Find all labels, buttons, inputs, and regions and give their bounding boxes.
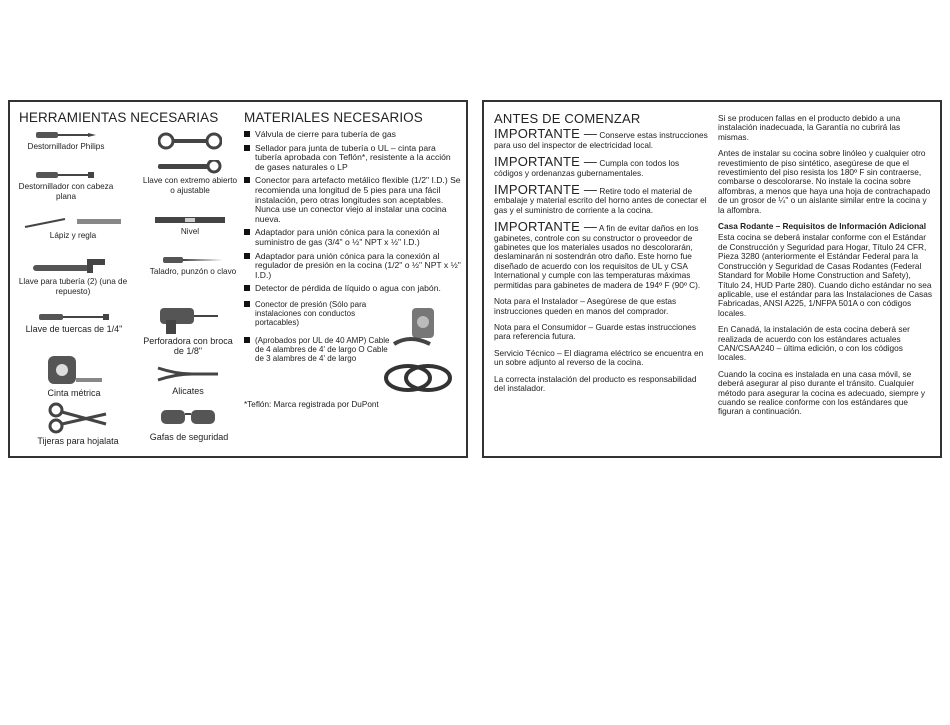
tools-heading: HERRAMIENTAS NECESARIAS [19, 110, 219, 125]
before-heading: ANTES DE COMENZAR [494, 111, 641, 126]
pencil-ruler-icon [23, 215, 123, 229]
tool-label: Nivel [180, 227, 200, 236]
mobile-home-heading: Casa Rodante – Requisitos de Información Adicional [718, 221, 927, 232]
list-item: Adaptador para unión cónica para la conexión al suministro de gas (3/4" o ½" NPT x ½" I.D.) [244, 228, 462, 247]
tool-label: Tijeras para hojalata [37, 436, 119, 446]
tool-awl [148, 255, 238, 277]
tool-label: Alicates [172, 386, 204, 396]
tool-label: Taladro, punzón o clavo [149, 267, 237, 276]
note-installer: Nota para el Instalador – Asegúrese de que estas instrucciones queden en manos del comprador. [494, 296, 677, 316]
tool-tape-measure [16, 354, 132, 398]
list-item: (Aprobados por UL de 40 AMP) Cable de 4 alambres de 4' de largo O Cable de 3 alambres de 4' de largo [244, 336, 395, 364]
list-item: Conector de presión (Sólo para instalaciones con conductos portacables) [244, 300, 395, 328]
tool-label: Destornillador Philips [27, 142, 105, 151]
before-starting-column [494, 111, 708, 400]
safety-glasses-icon [157, 404, 221, 430]
power-cord-icon [382, 358, 458, 398]
mobile-home-text: Esta cocina se deberá instalar conforme con el Estándar de Construcción y Seguridad para Hogar, Título 24 CFR, Pieza 3280 (anteriormente el Estándar Federal para la Construcción y Seguridad de Casas Rodantes (Federal Standard for Mobile Home Construction and Safety), Título 24, HUD Parte 280). Cuando dicho estándar no sea aplicable, use el estándar para las Instalaciones de Casas Fabricadas, ANSI A225, 1/NFPA 501A o con códigos locales. [718, 232, 933, 318]
adjustable-wrench-icon [158, 160, 222, 174]
tape-measure-icon [44, 354, 104, 386]
service-note: Servicio Técnico – El diagrama eléctrico se encuentra en un sobre adjunto al reverso de la cocina. [494, 347, 704, 368]
before-starting-panel [482, 100, 942, 458]
responsibility-note: La correcta instalación del producto es responsabilidad del instalador. [494, 373, 697, 393]
wrench-icon [158, 130, 222, 152]
tool-pliers [138, 364, 238, 396]
pipe-wrench-icon [33, 255, 113, 275]
drill-icon [156, 298, 220, 334]
tool-level [140, 215, 240, 237]
flooring-note: Antes de instalar su cocina sobre linóleo y cualquier otro revestimiento de piso sintético, asegúrese de que el revestimiento del piso resista los 180º F sin contraerse, combarse o descolorarse. No instale la cocina sobre alfombras, a menos que haya una hoja de contrachapado de un grosor de ¼" o un aislante similar entre la cocina y la alfombra. [718, 148, 931, 215]
pressure-connector-icon [390, 304, 452, 352]
list-item: Adaptador para unión cónica para la conexión al regulador de presión en la cocina (1/2" o ½" NPT x ½" I.D.) [244, 252, 462, 281]
tool-pencil-ruler [18, 215, 128, 241]
tool-label: Gafas de seguridad [149, 432, 229, 442]
tool-label: Perforadora con broca de 1/8" [143, 336, 233, 356]
tool-label: Cinta métrica [47, 388, 101, 398]
tool-flat-screwdriver [18, 170, 114, 202]
list-item: Detector de pérdida de líquido o agua con jabón. [244, 284, 462, 294]
pliers-icon [156, 364, 220, 384]
tool-label: Lápiz y regla [49, 231, 97, 240]
tool-label: Destornillador con cabeza plana [18, 182, 114, 201]
teflon-footnote: *Teflón: Marca registrada por DuPont [244, 400, 379, 409]
note-consumer: Nota para el Consumidor – Guarde estas instrucciones para referencia futura. [494, 321, 696, 342]
tool-tin-snips [16, 402, 140, 446]
phillips-screwdriver-icon [36, 130, 96, 140]
important-1: IMPORTANTE — Conserve estas instrucciones para uso del inspector de electricidad local. [494, 126, 708, 150]
mobile-home-note: Cuando la cocina es instalada en una casa móvil, se deberá asegurar al piso durante el tránsito. Cualquier método para asegurar la cocina es adecuado, siempre y cuando se realice conforme con los estándares que figuran a continuación. [718, 368, 926, 417]
tin-snips-icon [46, 402, 110, 434]
level-icon [155, 215, 225, 225]
tool-safety-glasses [134, 404, 244, 442]
list-item: Conector para artefacto metálico flexible (1/2" I.D.) Se recomienda una longitud de 5 pies para una fácil instalación, pero otras longitudes son aceptables. Nunca use un conector viejo al instalar una cocina nueva. [244, 176, 462, 224]
materials-heading: MATERIALES NECESARIOS [244, 110, 423, 125]
tool-drill [138, 298, 238, 356]
tool-adjustable-wrench [140, 160, 240, 196]
nut-driver-icon [39, 312, 109, 322]
tool-nut-driver [16, 312, 132, 334]
awl-icon [163, 255, 223, 265]
tool-phillips-screwdriver [18, 130, 114, 152]
tool-label: Llave para tubería (2) (una de repuesto) [18, 277, 128, 296]
warranty-note: Si se producen fallas en el producto debido a una instalación inadecuada, la Garantía no cubrirá las mismas. [718, 113, 901, 142]
important-3: IMPORTANTE — Retire todo el material de embalaje y material escrito del horno antes de conectar el gas y el suministro de corriente a la cocina. [494, 182, 707, 215]
flat-screwdriver-icon [36, 170, 96, 180]
tools-materials-panel [8, 100, 468, 458]
important-4: IMPORTANTE — A fin de evitar daños en los gabinetes, controle con su constructor o proveedor de gabinetes que los materiales usados no descolorarán, deslaminarán ni sostendrán otro daño. Este horno fue diseñado de acuerdo con los requisitos de UL y CSA International y cumple con las temperaturas máximas permitidas para gabinetes de madera de 194º F (90º C). [494, 219, 701, 290]
tool-pipe-wrench [18, 255, 128, 297]
tool-wrench [140, 130, 240, 154]
list-item: Sellador para junta de tubería o UL – cinta para tubería aprobada con Teflón*, resistente a la acción de gases naturales o LP [244, 144, 462, 173]
important-2: IMPORTANTE — Cumpla con todos los códigos y ordenanzas gubernamentales. [494, 154, 680, 178]
tool-label: Llave de tuercas de 1/4" [25, 324, 123, 334]
canada-note: En Canadá, la instalación de esta cocina deberá ser realizada de acuerdo con los estándares actuales CAN/CSAA240 – última edición, o con los códigos locales. [718, 324, 910, 363]
list-item: Válvula de cierre para tubería de gas [244, 130, 462, 140]
mobile-home-column [718, 114, 932, 424]
tool-label: Llave con extremo abierto o ajustable [142, 176, 238, 195]
